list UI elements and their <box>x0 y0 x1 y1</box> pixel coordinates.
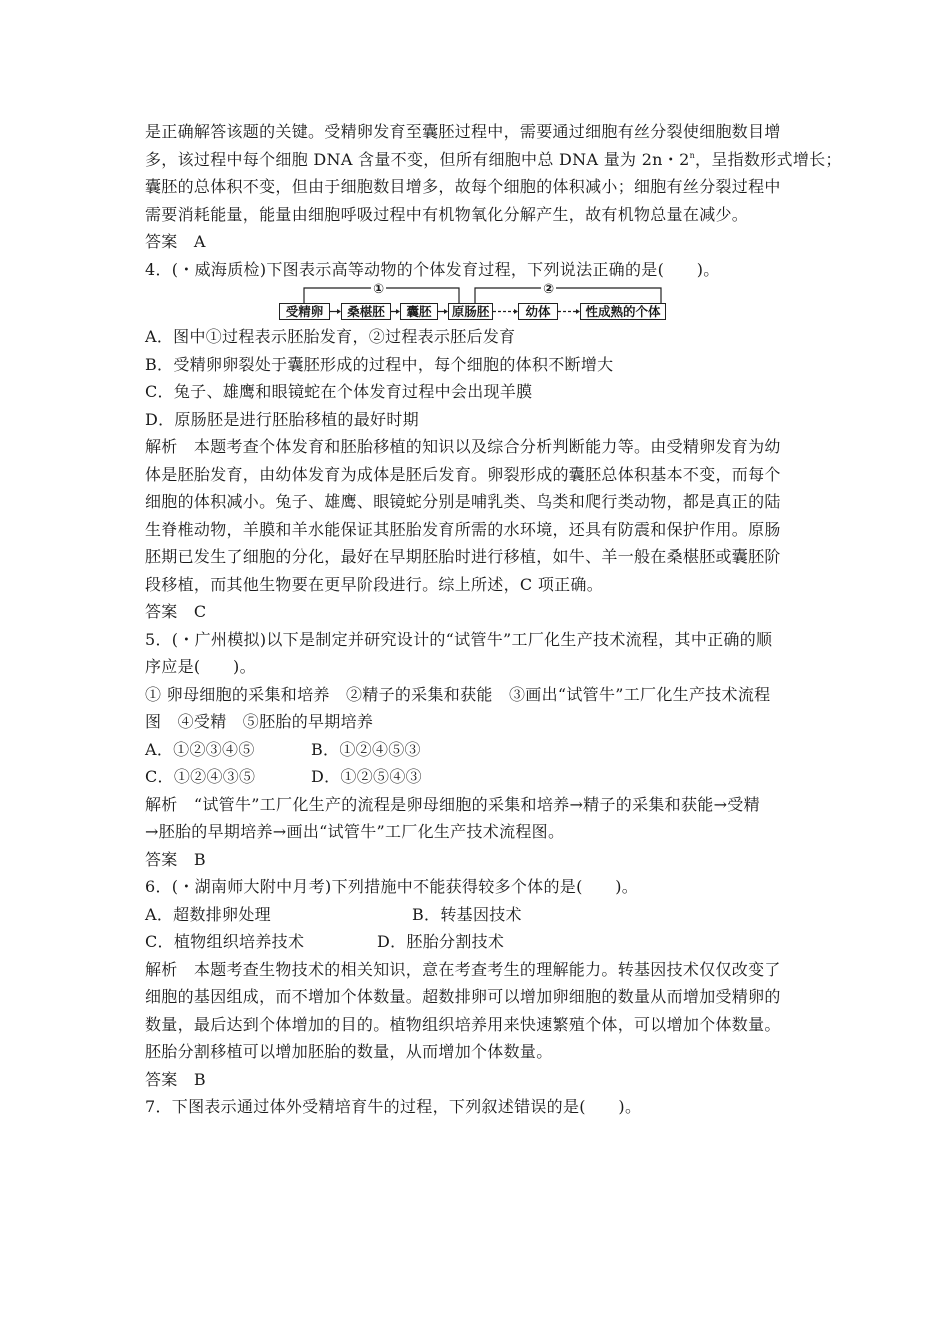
q5-options-row <box>145 736 825 764</box>
q5-option-b: B．①②④⑤③ <box>311 739 421 759</box>
node-sexually-mature-individual: 性成熟的个体 <box>580 303 666 320</box>
q4-analysis-line: 细胞的体积减小。兔子、雄鹰、眼镜蛇分别是哺乳类、鸟类和爬行类动物，都是真正的陆 <box>145 492 781 511</box>
q4-analysis-line: 生脊椎动物，羊膜和羊水能保证其胚胎发育所需的水环境，还具有防震和保护作用。原肠 <box>145 519 781 539</box>
q6-options-row <box>145 901 825 929</box>
q4-analysis-line: 胚期已发生了细胞的分化，最好在早期胚胎时进行移植，如牛、羊一般在桑椹胚或囊胚阶 <box>145 547 781 566</box>
q6-option-d: D．胚胎分割技术 <box>377 932 505 951</box>
document-page <box>145 118 842 1121</box>
node-fertilized-egg: 受精卵 <box>279 303 330 320</box>
q5-options-row <box>145 763 825 791</box>
q6-option-c: C．植物组织培养技术 <box>145 932 305 951</box>
process-1-label: ① <box>373 282 385 297</box>
q6-option-a: A．超数排卵处理 <box>145 904 271 924</box>
q5-steps: 图 ④受精 ⑤胚胎的早期培养 <box>145 712 374 731</box>
q4-option-c: C．兔子、雄鹰和眼镜蛇在个体发育过程中会出现羊膜 <box>145 382 533 401</box>
q6-analysis-line: 解析 本题考查生物技术的相关知识，意在考查考生的理解能力。转基因技术仅仅改变了 <box>145 959 781 979</box>
q4-option-a: A．图中①过程表示胚胎发育，②过程表示胚后发育 <box>145 327 516 346</box>
node-morula: 桑椹胚 <box>341 303 391 320</box>
q3-explanation-line: 囊胚的总体积不变，但由于细胞数目增多，故每个细胞的体积减小；细胞有丝分裂过程中 <box>145 177 781 196</box>
q4-answer: 答案 C <box>145 602 207 621</box>
q5-option-a: A．①②③④⑤ <box>145 739 255 759</box>
q3-explanation-line: 是正确解答该题的关键。受精卵发育至囊胚过程中，需要通过细胞有丝分裂使细胞数目增 <box>145 122 781 141</box>
q7-stem: 7．下图表示通过体外受精培育牛的过程，下列叙述错误的是( )。 <box>145 1097 642 1116</box>
q4-analysis-line: 段移植，而其他生物要在更早阶段进行。综上所述，C 项正确。 <box>145 574 604 594</box>
q6-option-b: B．转基因技术 <box>412 904 522 924</box>
q6-options-row <box>145 928 825 956</box>
q6-analysis-line: 胚胎分割移植可以增加胚胎的数量，从而增加个体数量。 <box>145 1042 553 1061</box>
q4-option-b: B．受精卵卵裂处于囊胚形成的过程中，每个细胞的体积不断增大 <box>145 354 614 374</box>
q3-explanation-line: 多，该过程中每个细胞 DNA 含量不变，但所有细胞中总 DNA 量为 2n・2$^n$，呈指数形式增长； <box>145 149 842 169</box>
development-flow-diagram <box>279 283 679 323</box>
q5-option-d: D．①②⑤④③ <box>311 767 422 786</box>
q5-answer: 答案 B <box>145 849 206 869</box>
node-blastocyst: 囊胚 <box>400 303 438 320</box>
q4-analysis-line: 解析 本题考查个体发育和胚胎移植的知识以及综合分析判断能力等。由受精卵发育为幼 <box>145 437 781 456</box>
q5-stem: 序应是( )。 <box>145 657 256 676</box>
q3-answer: 答案 A <box>145 232 206 251</box>
q5-analysis-line: →胚胎的早期培养→画出“试管牛”工厂化生产技术流程图。 <box>145 822 565 841</box>
q6-analysis-line: 细胞的基因组成，而不增加个体数量。超数排卵可以增加卵细胞的数量从而增加受精卵的 <box>145 987 781 1006</box>
q5-steps: ① 卵母细胞的采集和培养 ②精子的采集和获能 ③画出“试管牛”工厂化生产技术流程 <box>145 684 771 704</box>
q5-stem: 5．(・广州模拟)以下是制定并研究设计的“试管牛”工厂化生产技术流程，其中正确的顺 <box>145 629 773 649</box>
q6-analysis-line: 数量，最后达到个体增加的目的。植物组织培养用来快速繁殖个体，可以增加个体数量。 <box>145 1014 781 1034</box>
q4-option-d: D．原肠胚是进行胚胎移植的最好时期 <box>145 409 419 429</box>
node-gastrula: 原肠胚 <box>448 303 493 320</box>
q4-stem: 4．(・威海质检)下图表示高等动物的个体发育过程，下列说法正确的是( )。 <box>145 259 720 279</box>
q5-option-c: C．①②④③⑤ <box>145 767 256 786</box>
process-2-label: ② <box>543 282 555 297</box>
q5-analysis-line: 解析 “试管牛”工厂化生产的流程是卵母细胞的采集和培养→精子的采集和获能→受精 <box>145 794 760 814</box>
q6-answer: 答案 B <box>145 1069 206 1089</box>
q6-stem: 6．(・湖南师大附中月考)下列措施中不能获得较多个体的是( )。 <box>145 877 639 896</box>
q3-explanation-line: 需要消耗能量，能量由细胞呼吸过程中有机物氧化分解产生，故有机物总量在减少。 <box>145 204 749 224</box>
node-juvenile: 幼体 <box>518 303 558 320</box>
q4-analysis-line: 体是胚胎发育，由幼体发育为成体是胚后发育。卵裂形成的囊胚总体积基本不变，而每个 <box>145 464 781 484</box>
